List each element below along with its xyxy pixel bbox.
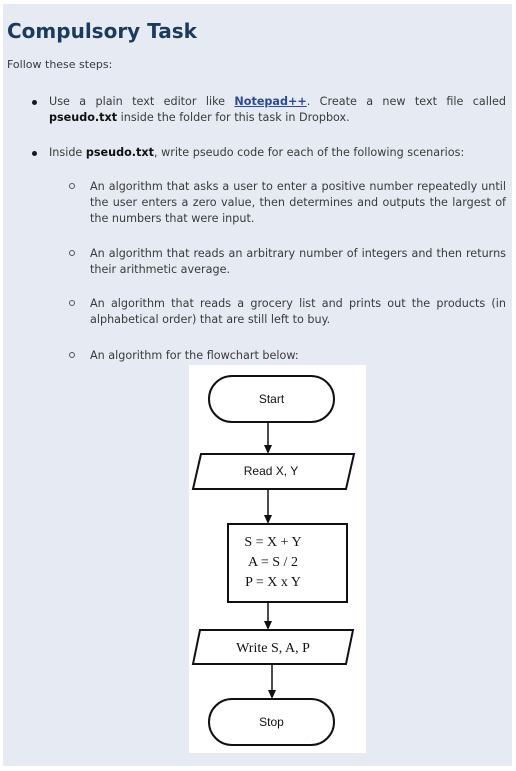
step-1-pre: Use a plain text editor like (49, 95, 235, 108)
process-line: A = S / 2 (248, 555, 298, 570)
step-2-filename: pseudo.txt (85, 146, 154, 159)
intro-text: Follow these steps: (7, 58, 113, 71)
step-1-mid: . Create a new text file called (306, 95, 506, 108)
sub-bullet-circle (69, 183, 75, 189)
bullet-dot (32, 100, 37, 105)
scenario-item: An algorithm that reads a grocery list and prints out the products (in alphabetical order) that are still left to buy. (90, 297, 506, 326)
scenario-item: An algorithm that reads an arbitrary number of integers and then returns their arithmetic average. (90, 247, 506, 276)
flowchart (189, 365, 366, 753)
step-2-pre: Inside (49, 146, 86, 159)
process-line: P = X x Y (245, 575, 301, 590)
sub-bullet-circle (69, 352, 75, 358)
step-2-text (49, 145, 506, 161)
start-label: Start (258, 392, 285, 406)
step-1-text (49, 94, 506, 126)
arrowhead (268, 690, 276, 699)
notepad-link[interactable]: Notepad++ (234, 95, 307, 108)
arrowhead (264, 515, 272, 524)
sub-bullet-circle (69, 300, 75, 306)
arrowhead (264, 445, 272, 454)
step-2-post: , write pseudo code for each of the following scenarios: (153, 146, 465, 159)
process-line: S = X + Y (244, 535, 302, 550)
step-1-filename: pseudo.txt (49, 111, 118, 124)
arrowhead (264, 621, 272, 630)
read-label: Read X, Y (243, 464, 299, 478)
write-label: Write S, A, P (236, 641, 310, 656)
sub-bullet-circle (69, 250, 75, 256)
bullet-dot (32, 151, 37, 156)
page-title: Compulsory Task (7, 19, 197, 43)
step-1-post: inside the folder for this task in Dropbox. (117, 111, 350, 124)
stop-label: Stop (259, 715, 284, 729)
scenario-item: An algorithm that asks a user to enter a positive number repeatedly until the user enters a zero value, then determines and outputs the largest of the numbers that were input. (90, 180, 506, 225)
flowchart-svg (189, 365, 366, 753)
scenario-item: An algorithm for the flowchart below: (90, 349, 299, 362)
